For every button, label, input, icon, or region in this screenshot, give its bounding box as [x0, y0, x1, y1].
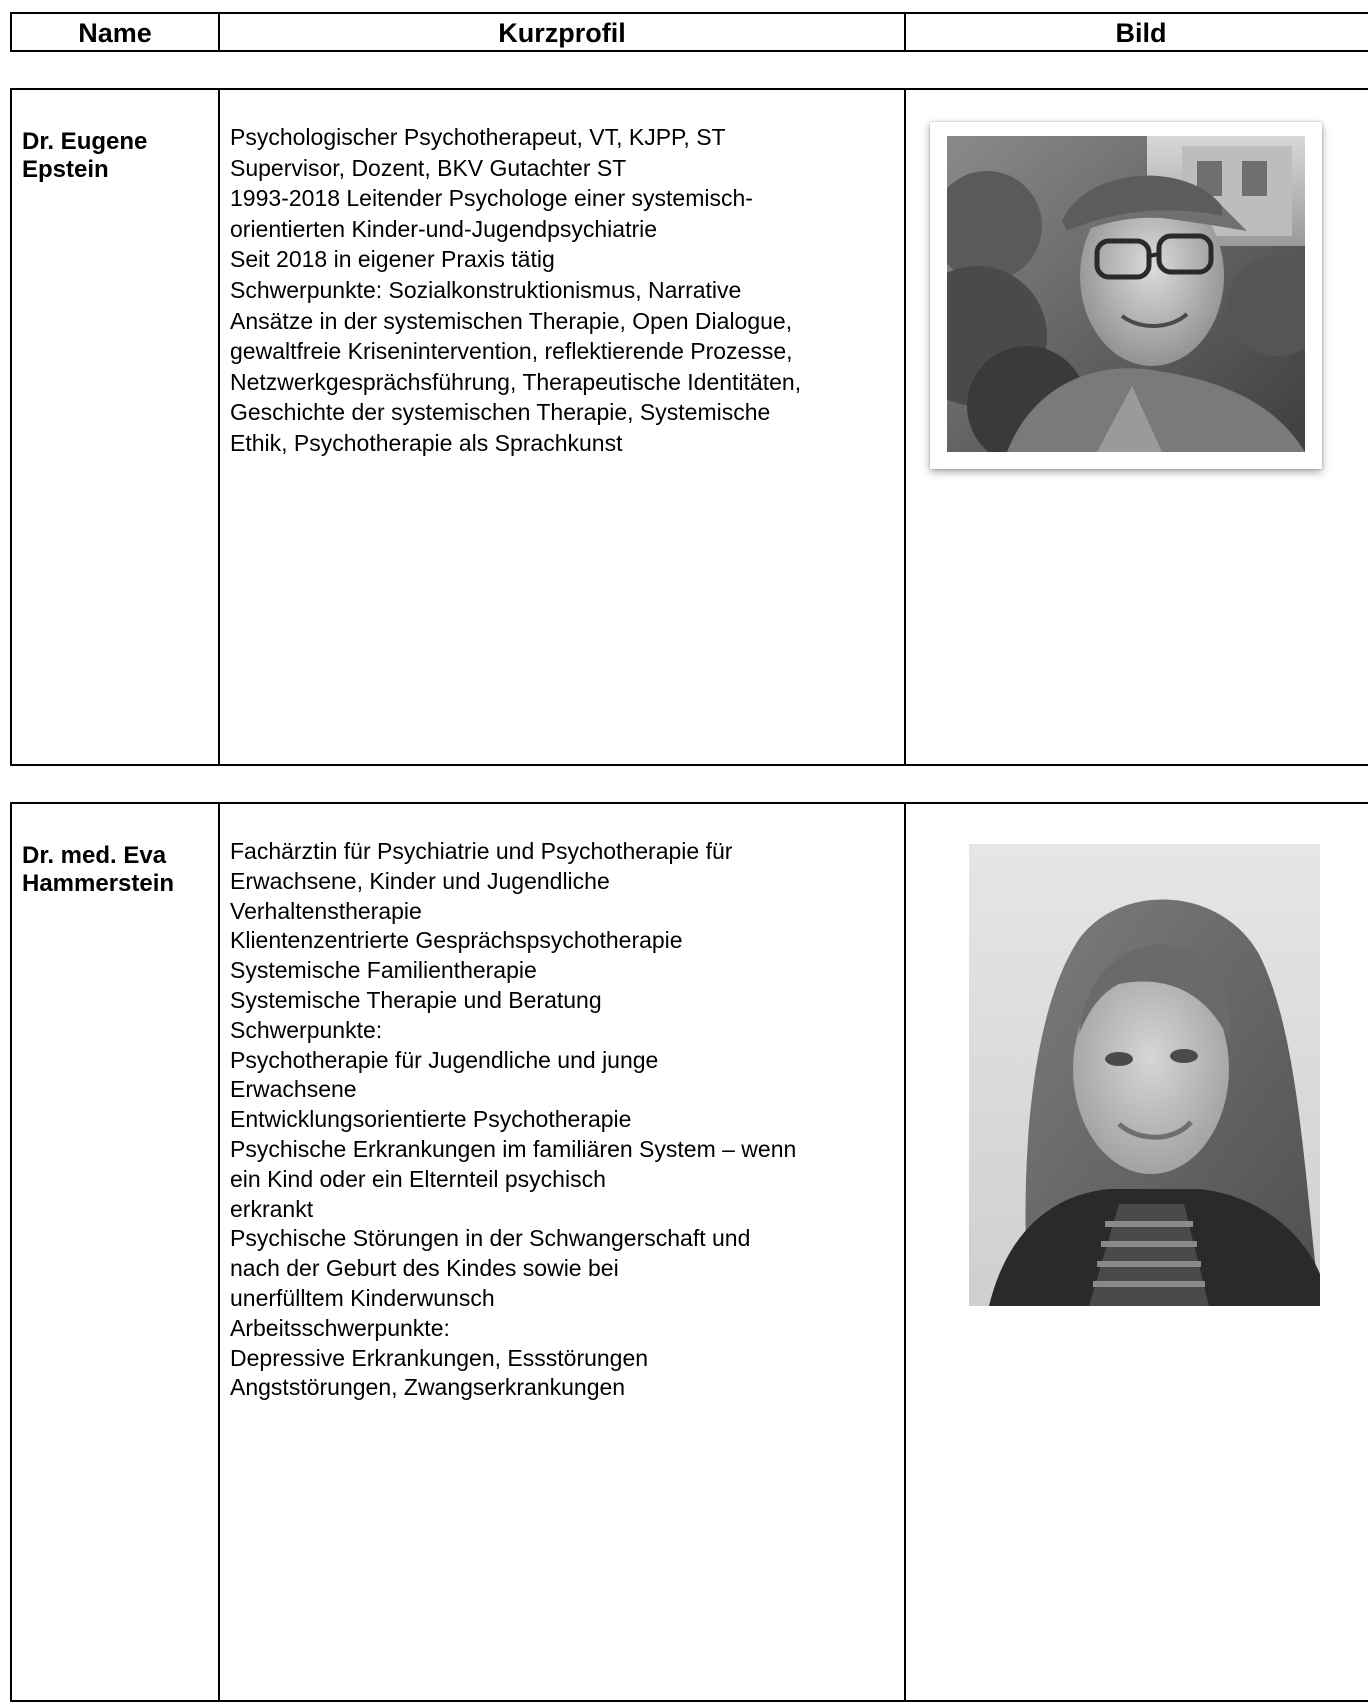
- profile-line: Depressive Erkrankungen, Essstörungen: [230, 1344, 649, 1371]
- profile-line: erkrankt: [230, 1195, 314, 1222]
- column-header-picture: Bild: [1115, 18, 1167, 48]
- profile-line: Erwachsene: [230, 1076, 357, 1103]
- column-divider: [904, 804, 906, 1700]
- person-name: [22, 842, 216, 898]
- profile-line: Netzwerkgesprächsführung, Therapeutische Identitäten,: [230, 368, 802, 395]
- profile-line: Systemische Familientherapie: [230, 957, 537, 984]
- profile-line: Arbeitsschwerpunkte:: [230, 1314, 450, 1341]
- column-divider: [218, 804, 220, 1700]
- profile-line: ein Kind oder ein Elternteil psychisch: [230, 1165, 606, 1192]
- profile-line: Schwerpunkte: Sozialkonstruktionismus, Narrative: [230, 276, 742, 303]
- person-name: [22, 128, 216, 184]
- column-divider: [218, 90, 220, 764]
- profile-line: Psychische Erkrankungen im familiären System – wenn: [230, 1135, 797, 1162]
- person-row: [10, 88, 1368, 766]
- profile-line: Klientenzentrierte Gesprächspsychotherapie: [230, 927, 683, 954]
- portrait-photo-frame: [930, 122, 1322, 469]
- person-profile: [230, 837, 902, 1403]
- profile-line: Seit 2018 in eigener Praxis tätig: [230, 246, 555, 273]
- portrait-image: [969, 844, 1320, 1306]
- profile-line: Supervisor, Dozent, BKV Gutachter ST: [230, 154, 627, 181]
- person-profile: [230, 122, 902, 459]
- column-header-name: Name: [78, 18, 152, 48]
- profile-line: unerfülltem Kinderwunsch: [230, 1284, 495, 1311]
- column-divider: [904, 90, 906, 764]
- profile-line: gewaltfreie Krisenintervention, reflektierende Prozesse,: [230, 338, 793, 365]
- profile-line: Psychologischer Psychotherapeut, VT, KJPP, ST: [230, 124, 726, 150]
- profile-line: Fachärztin für Psychiatrie und Psychotherapie für: [230, 838, 733, 864]
- profile-line: Psychische Störungen in der Schwangerschaft und: [230, 1225, 751, 1252]
- profile-line: nach der Geburt des Kindes sowie bei: [230, 1255, 619, 1282]
- column-header-profile: Kurzprofil: [498, 18, 626, 48]
- header-table: [10, 12, 1368, 52]
- profile-line: Geschichte der systemischen Therapie, Systemische: [230, 399, 771, 426]
- profile-line: Angststörungen, Zwangserkrankungen: [230, 1374, 626, 1401]
- person-name-line: Hammerstein: [22, 870, 175, 897]
- profile-line: Ethik, Psychotherapie als Sprachkunst: [230, 429, 623, 456]
- profile-line: Psychotherapie für Jugendliche und junge: [230, 1046, 659, 1073]
- person-name-line: Dr. med. Eva: [22, 842, 167, 869]
- profile-line: Entwicklungsorientierte Psychotherapie: [230, 1106, 632, 1133]
- profile-line: Ansätze in der systemischen Therapie, Open Dialogue,: [230, 307, 793, 334]
- profile-line: Systemische Therapie und Beratung: [230, 986, 602, 1013]
- person-name-line: Epstein: [22, 156, 109, 183]
- profile-line: Schwerpunkte:: [230, 1016, 383, 1043]
- profile-line: Erwachsene, Kinder und Jugendliche: [230, 867, 610, 894]
- profile-line: Verhaltenstherapie: [230, 897, 422, 924]
- portrait-photo: [969, 844, 1320, 1306]
- profile-line: orientierten Kinder-und-Jugendpsychiatrie: [230, 215, 658, 242]
- profile-line: 1993-2018 Leitender Psychologe einer systemisch-: [230, 185, 753, 212]
- portrait-photo: [947, 136, 1305, 452]
- person-name-line: Dr. Eugene: [22, 128, 148, 155]
- person-row: [10, 802, 1368, 1702]
- portrait-image: [947, 136, 1305, 452]
